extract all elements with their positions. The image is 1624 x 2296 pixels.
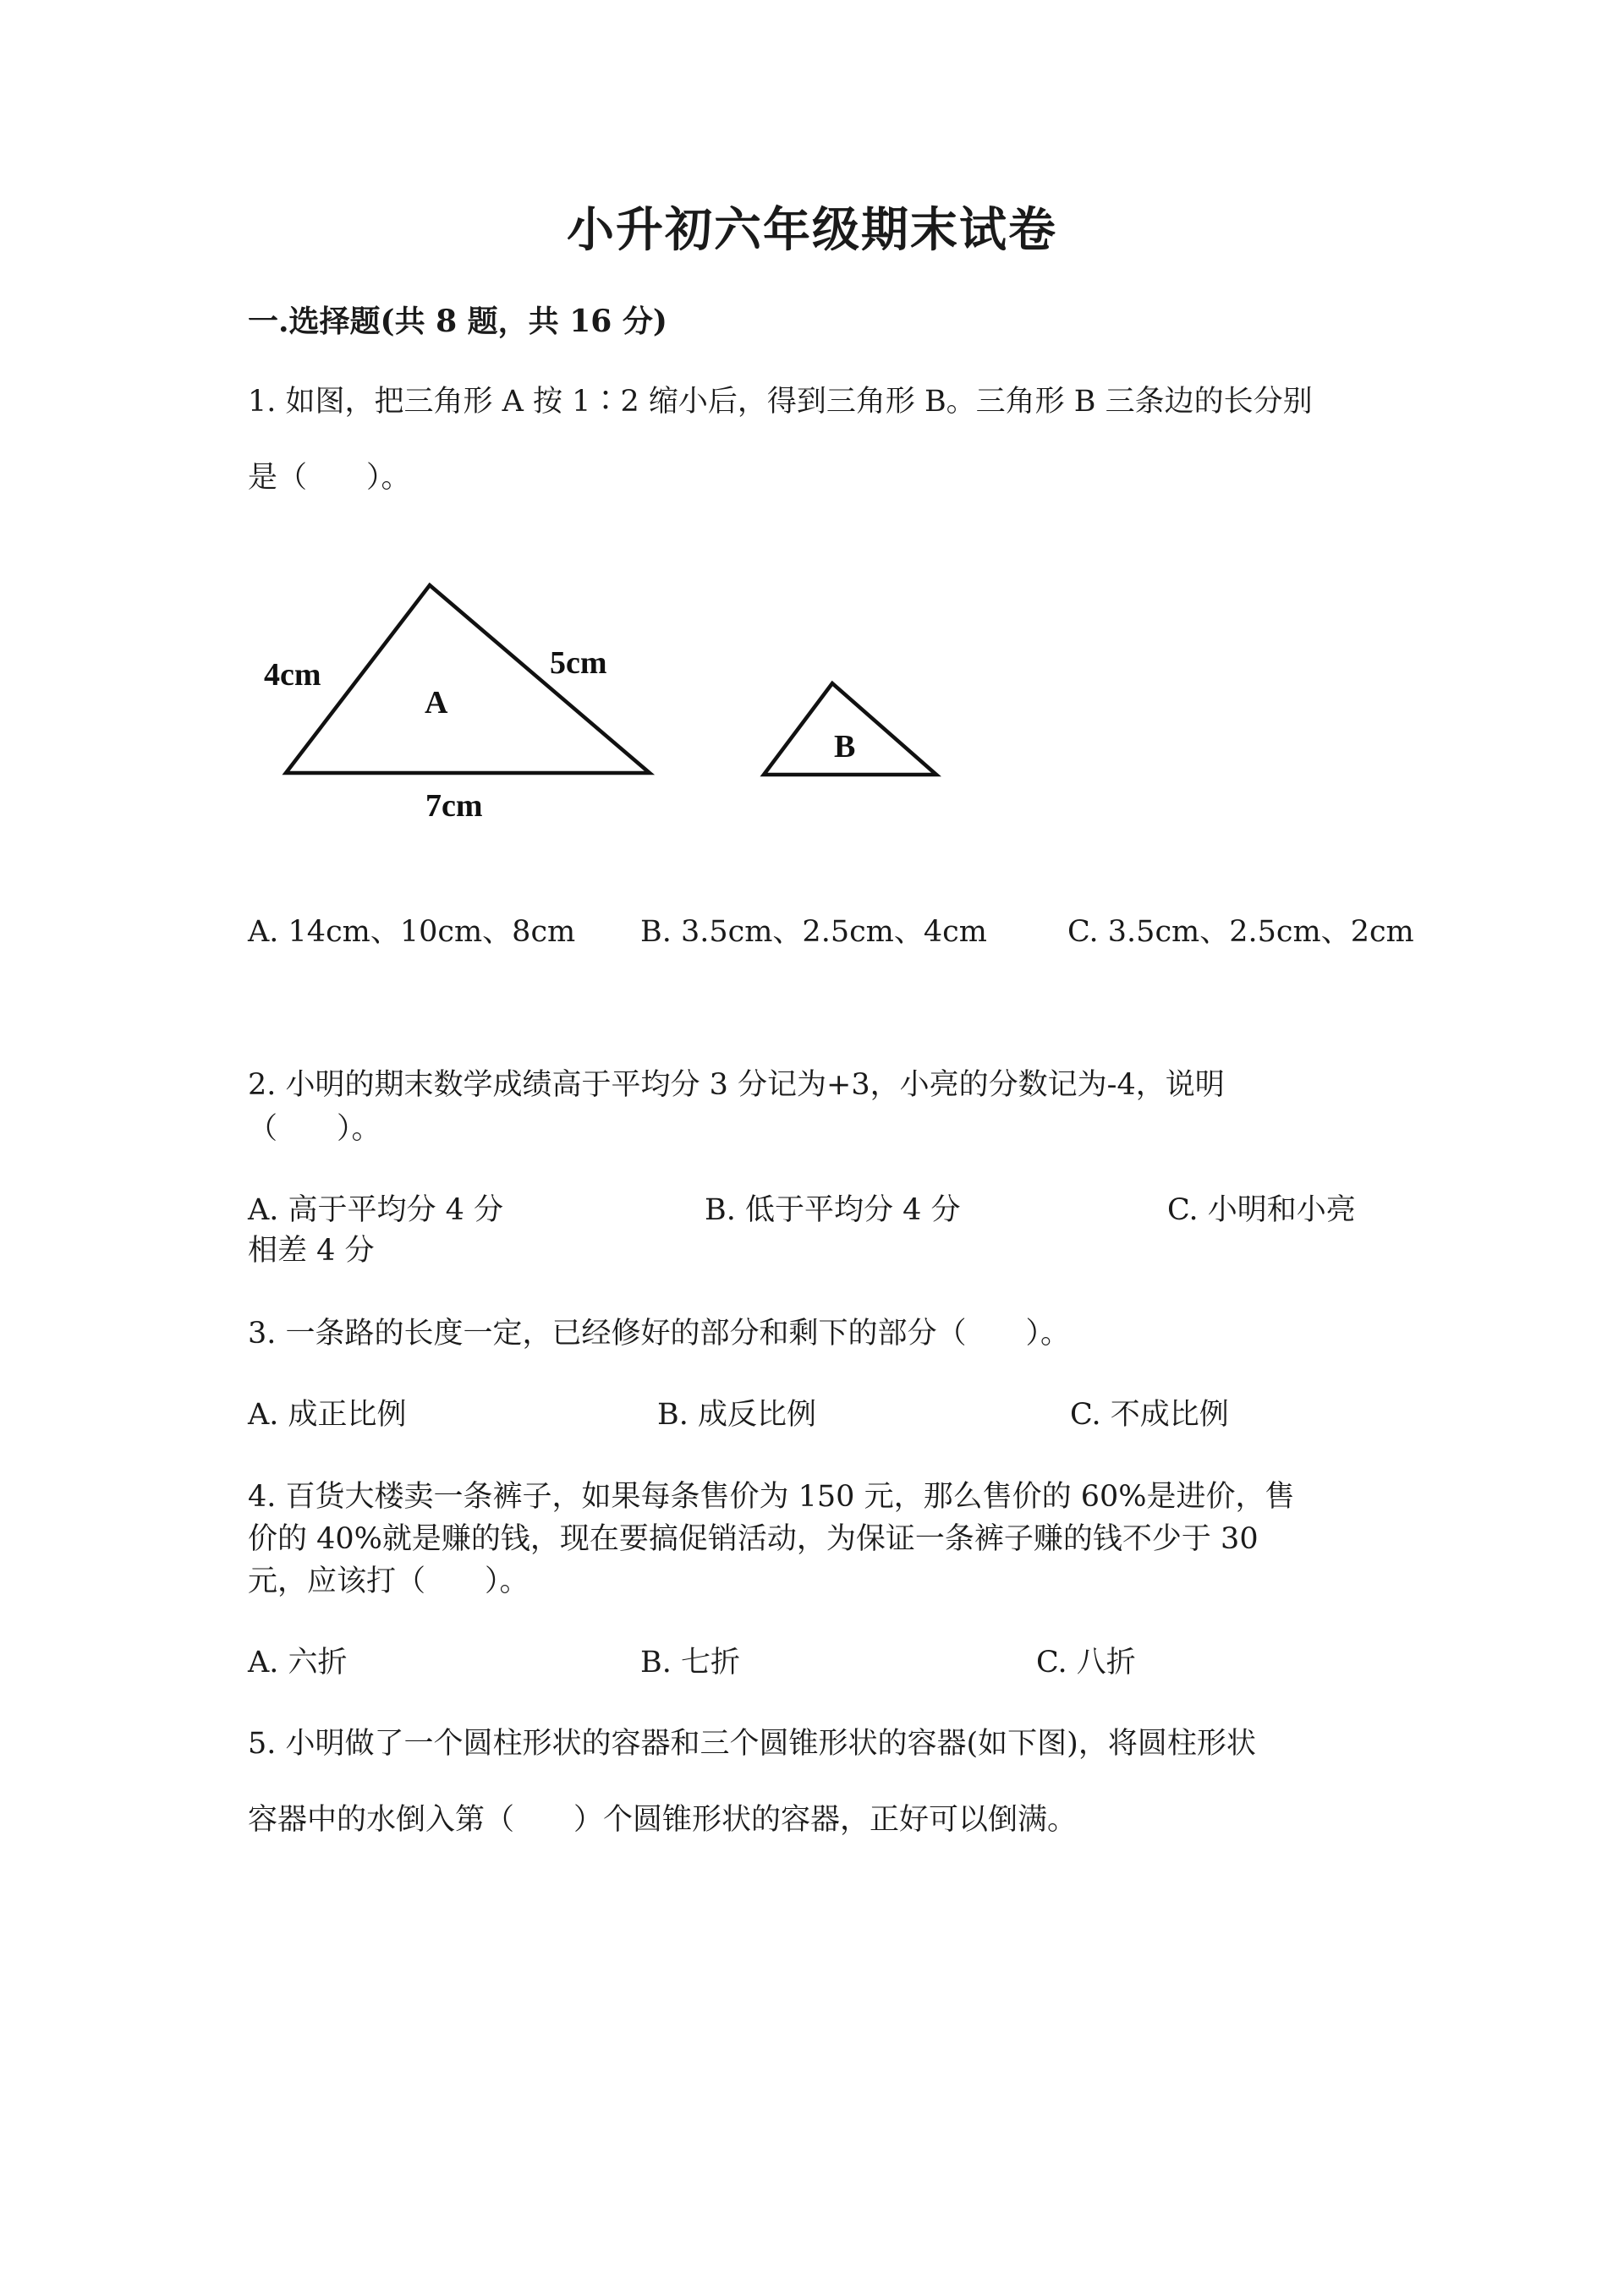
- question-2-option-c[interactable]: C. 小明和小亮: [1167, 1193, 1356, 1227]
- question-1-stem-line-2: 是（ ）。: [248, 461, 411, 495]
- question-1-figure: [0, 0, 1624, 846]
- question-1-option-a[interactable]: A. 14cm、10cm、8cm: [248, 915, 576, 949]
- section-heading: 一.选择题(共 8 题，共 16 分): [248, 304, 667, 339]
- question-4-option-a[interactable]: A. 六折: [248, 1646, 348, 1680]
- triangle-a-base-label: 7cm: [425, 788, 483, 824]
- question-3-stem-line-1: 3. 一条路的长度一定，已经修好的部分和剩下的部分（ ）。: [248, 1317, 1071, 1351]
- question-1-option-c[interactable]: C. 3.5cm、2.5cm、2cm: [1067, 915, 1414, 949]
- triangle-a-left-side-label: 4cm: [264, 657, 321, 693]
- question-4-stem-line-3: 元，应该打（ ）。: [248, 1564, 529, 1598]
- question-1-stem-line-1: 1. 如图，把三角形 A 按 1∶2 缩小后，得到三角形 B。三角形 B 三条边的长分别: [248, 385, 1313, 419]
- question-4-stem-line-1: 4. 百货大楼卖一条裤子，如果每条售价为 150 元，那么售价的 60%是进价，售: [248, 1480, 1295, 1514]
- question-3-option-b[interactable]: B. 成反比例: [657, 1398, 816, 1432]
- question-3-option-c[interactable]: C. 不成比例: [1070, 1398, 1229, 1432]
- page-title: 小升初六年级期末试卷: [567, 202, 1057, 258]
- question-5-stem-line-1: 5. 小明做了一个圆柱形状的容器和三个圆锥形状的容器(如下图)，将圆柱形状: [248, 1727, 1256, 1761]
- question-2-option-c-continued: 相差 4 分: [248, 1234, 375, 1268]
- question-4-option-c[interactable]: C. 八折: [1036, 1646, 1136, 1680]
- triangle-b-name-label: B: [834, 729, 856, 764]
- question-2-stem-line-1: 2. 小明的期末数学成绩高于平均分 3 分记为+3，小亮的分数记为-4，说明: [248, 1068, 1225, 1102]
- question-4-option-b[interactable]: B. 七折: [640, 1646, 740, 1680]
- triangle-a-right-side-label: 5cm: [550, 645, 607, 681]
- question-1-option-b[interactable]: B. 3.5cm、2.5cm、4cm: [640, 915, 987, 949]
- question-2-stem-line-2: （ ）。: [248, 1112, 381, 1146]
- question-5-stem-line-2: 容器中的水倒入第（ ）个圆锥形状的容器，正好可以倒满。: [248, 1803, 1078, 1837]
- question-2-option-a[interactable]: A. 高于平均分 4 分: [248, 1193, 504, 1227]
- triangle-a-name-label: A: [425, 685, 448, 721]
- question-3-option-a[interactable]: A. 成正比例: [248, 1398, 407, 1432]
- question-2-option-b[interactable]: B. 低于平均分 4 分: [705, 1193, 961, 1227]
- question-4-stem-line-2: 价的 40%就是赚的钱，现在要搞促销活动，为保证一条裤子赚的钱不少于 30: [248, 1522, 1259, 1556]
